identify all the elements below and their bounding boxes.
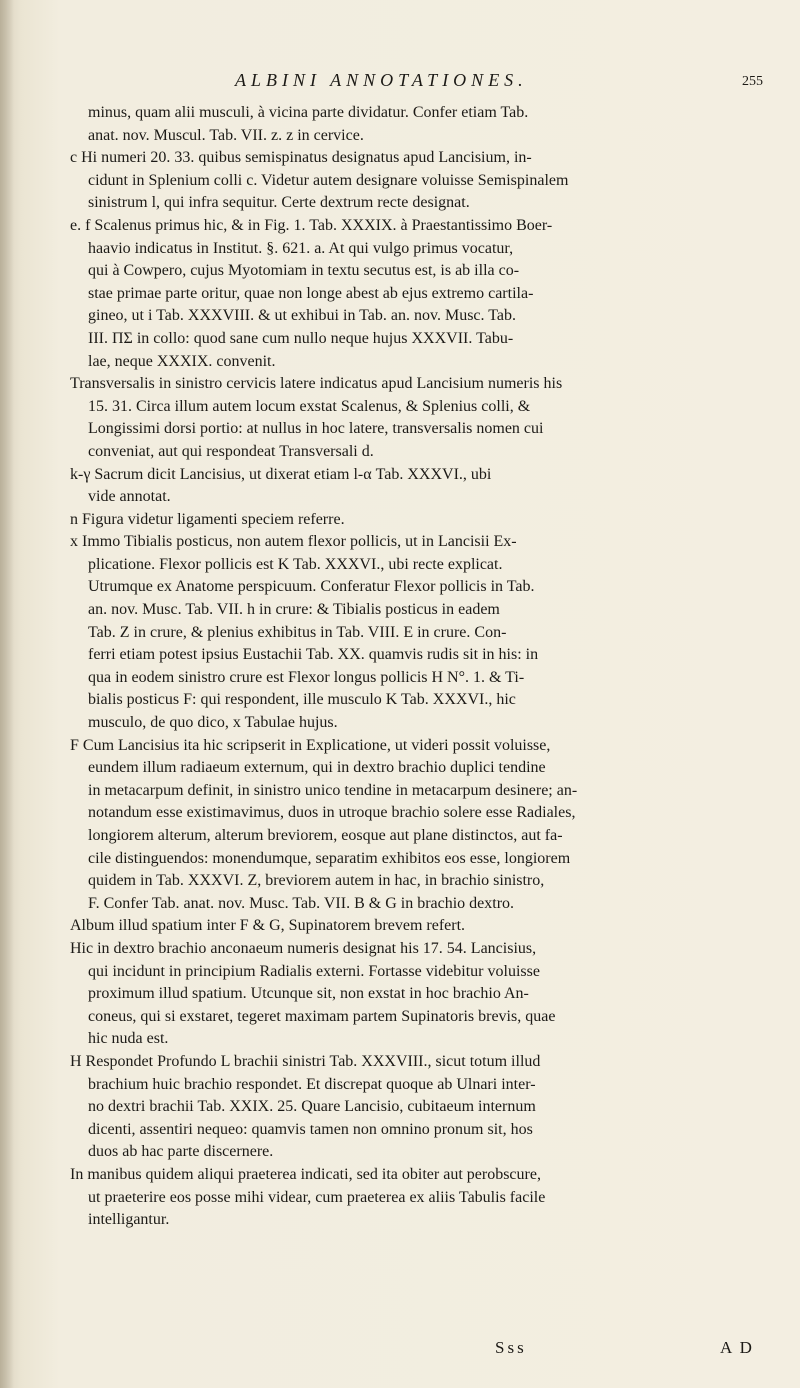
text-line: ut praeterire eos posse mihi videar, cum praeterea ex aliis Tabulis facile bbox=[88, 1188, 546, 1206]
text-line: Album illud spatium inter F & G, Supinatorem brevem refert. bbox=[70, 917, 466, 935]
text-line: x Immo Tibialis posticus, non autem flexor pollicis, ut in Lancisii Ex- bbox=[70, 533, 517, 551]
text-line: cile distinguendos: monendumque, separatim exhibitos eos esse, longiorem bbox=[88, 849, 571, 867]
text-line: k-γ Sacrum dicit Lancisius, ut dixerat etiam l-α Tab. XXXVI., ubi bbox=[70, 465, 492, 483]
text-line: Transversalis in sinistro cervicis latere indicatus apud Lancisium numeris his bbox=[70, 375, 563, 393]
text-line: bialis posticus F: qui respondent, ille musculo K Tab. XXXVI., hic bbox=[88, 691, 516, 709]
text-line: notandum esse existimavimus, duos in utroque brachio solere esse Radiales, bbox=[88, 804, 576, 822]
text-line: conveniat, aut qui respondeat Transversali d. bbox=[88, 442, 374, 460]
text-line: III. ΠΣ in collo: quod sane cum nullo neque hujus XXXVII. Tabu- bbox=[88, 329, 514, 347]
text-line: brachium huic brachio respondet. Et discrepat quoque ab Ulnari inter- bbox=[88, 1075, 536, 1093]
text-line: vide annotat. bbox=[88, 488, 171, 506]
text-line: intelligantur. bbox=[88, 1211, 170, 1229]
text-line: coneus, qui si exstaret, tegeret maximam partem Supinatoris brevis, quae bbox=[88, 1007, 556, 1025]
text-line: Tab. Z in crure, & plenius exhibitus in Tab. VIII. E in crure. Con- bbox=[88, 623, 507, 641]
text-line: dicenti, assentiri nequeo: quamvis tamen non omnino pronum sit, hos bbox=[88, 1120, 533, 1138]
text-line: minus, quam alii musculi, à vicina parte dividatur. Confer etiam Tab. bbox=[88, 104, 529, 121]
text-line: hic nuda est. bbox=[88, 1030, 169, 1048]
text-line: musculo, de quo dico, x Tabulae hujus. bbox=[88, 714, 338, 732]
signature-mark: Sss bbox=[495, 1338, 527, 1357]
text-line: c Hi numeri 20. 33. quibus semispinatus designatus apud Lancisium, in- bbox=[70, 149, 532, 167]
text-line: duos ab hac parte discernere. bbox=[88, 1143, 274, 1161]
text-line: stae primae parte oritur, quae non longe abest ab ejus extremo cartila- bbox=[88, 284, 534, 302]
text-line: plicatione. Flexor pollicis est K Tab. XXXVI., ubi recte explicat. bbox=[88, 555, 503, 573]
text-line: proximum illud spatium. Utcunque sit, non exstat in hoc brachio An- bbox=[88, 985, 529, 1003]
text-line: in metacarpum definit, in sinistro unico tendine in metacarpum desinere; an- bbox=[88, 781, 578, 799]
text-line: anat. nov. Muscul. Tab. VII. z. z in cervice. bbox=[88, 126, 364, 144]
text-line: quidem in Tab. XXXVI. Z, breviorem autem in hac, in brachio sinistro, bbox=[88, 872, 545, 890]
page-header bbox=[0, 70, 800, 100]
text-line: e. f Scalenus primus hic, & in Fig. 1. Tab. XXXIX. à Praestantissimo Boer- bbox=[70, 216, 553, 234]
text-line: eundem illum radiaeum externum, qui in dextro brachio duplici tendine bbox=[88, 759, 546, 777]
text-line: no dextri brachii Tab. XXIX. 25. Quare Lancisio, cubitaeum internum bbox=[88, 1098, 536, 1116]
text-line: Utrumque ex Anatome perspicuum. Conferatur Flexor pollicis in Tab. bbox=[88, 578, 535, 596]
text-line: cidunt in Splenium colli c. Videtur autem designare voluisse Semispinalem bbox=[88, 171, 569, 189]
text-line: sinistrum l, qui infra sequitur. Certe dextrum recte designat. bbox=[88, 194, 470, 212]
text-line: gineo, ut i Tab. XXXVIII. & ut exhibui in Tab. an. nov. Musc. Tab. bbox=[88, 307, 516, 325]
gutter-shadow bbox=[0, 0, 14, 1388]
annotation-text bbox=[70, 102, 770, 1232]
catchword: A D bbox=[720, 1338, 754, 1357]
text-line: haavio indicatus in Institut. §. 621. a. At qui vulgo primus vocatur, bbox=[88, 239, 514, 257]
text-line: F Cum Lancisius ita hic scripserit in Explicatione, ut videri possit voluisse, bbox=[70, 736, 551, 754]
text-line: an. nov. Musc. Tab. VII. h in crure: & Tibialis posticus in eadem bbox=[88, 601, 500, 619]
text-line: ferri etiam potest ipsius Eustachii Tab. XX. quamvis rudis sit in his: in bbox=[88, 646, 539, 664]
text-line: n Figura videtur ligamenti speciem referre. bbox=[70, 510, 345, 528]
text-line: H Respondet Profundo L brachii sinistri Tab. XXXVIII., sicut totum illud bbox=[70, 1052, 541, 1070]
page-footer bbox=[0, 1338, 800, 1368]
text-line: longiorem alterum, alterum breviorem, eosque aut plane distinctos, aut fa- bbox=[88, 827, 563, 844]
text-line: In manibus quidem aliqui praeterea indicati, sed ita obiter aut perobscure, bbox=[70, 1165, 541, 1183]
text-line: lae, neque XXXIX. convenit. bbox=[88, 352, 276, 370]
text-line: qua in eodem sinistro crure est Flexor longus pollicis H N°. 1. & Ti- bbox=[88, 668, 525, 686]
text-line: F. Confer Tab. anat. nov. Musc. Tab. VII. B & G in brachio dextro. bbox=[88, 894, 515, 912]
text-line: 15. 31. Circa illum autem locum exstat Scalenus, & Splenius colli, & bbox=[88, 397, 531, 415]
text-line: Hic in dextro brachio anconaeum numeris designat his 17. 54. Lancisius, bbox=[70, 939, 537, 957]
text-line: Longissimi dorsi portio: at nullus in hoc latere, transversalis nomen cui bbox=[88, 420, 544, 438]
page-number: 255 bbox=[742, 74, 763, 89]
text-line: qui incidunt in principium Radialis externi. Fortasse videbitur voluisse bbox=[88, 962, 540, 980]
text-line: qui à Cowpero, cujus Myotomiam in textu secutus est, is ab illa co- bbox=[88, 262, 520, 280]
running-head: ALBINI ANNOTATIONES. bbox=[235, 70, 528, 90]
